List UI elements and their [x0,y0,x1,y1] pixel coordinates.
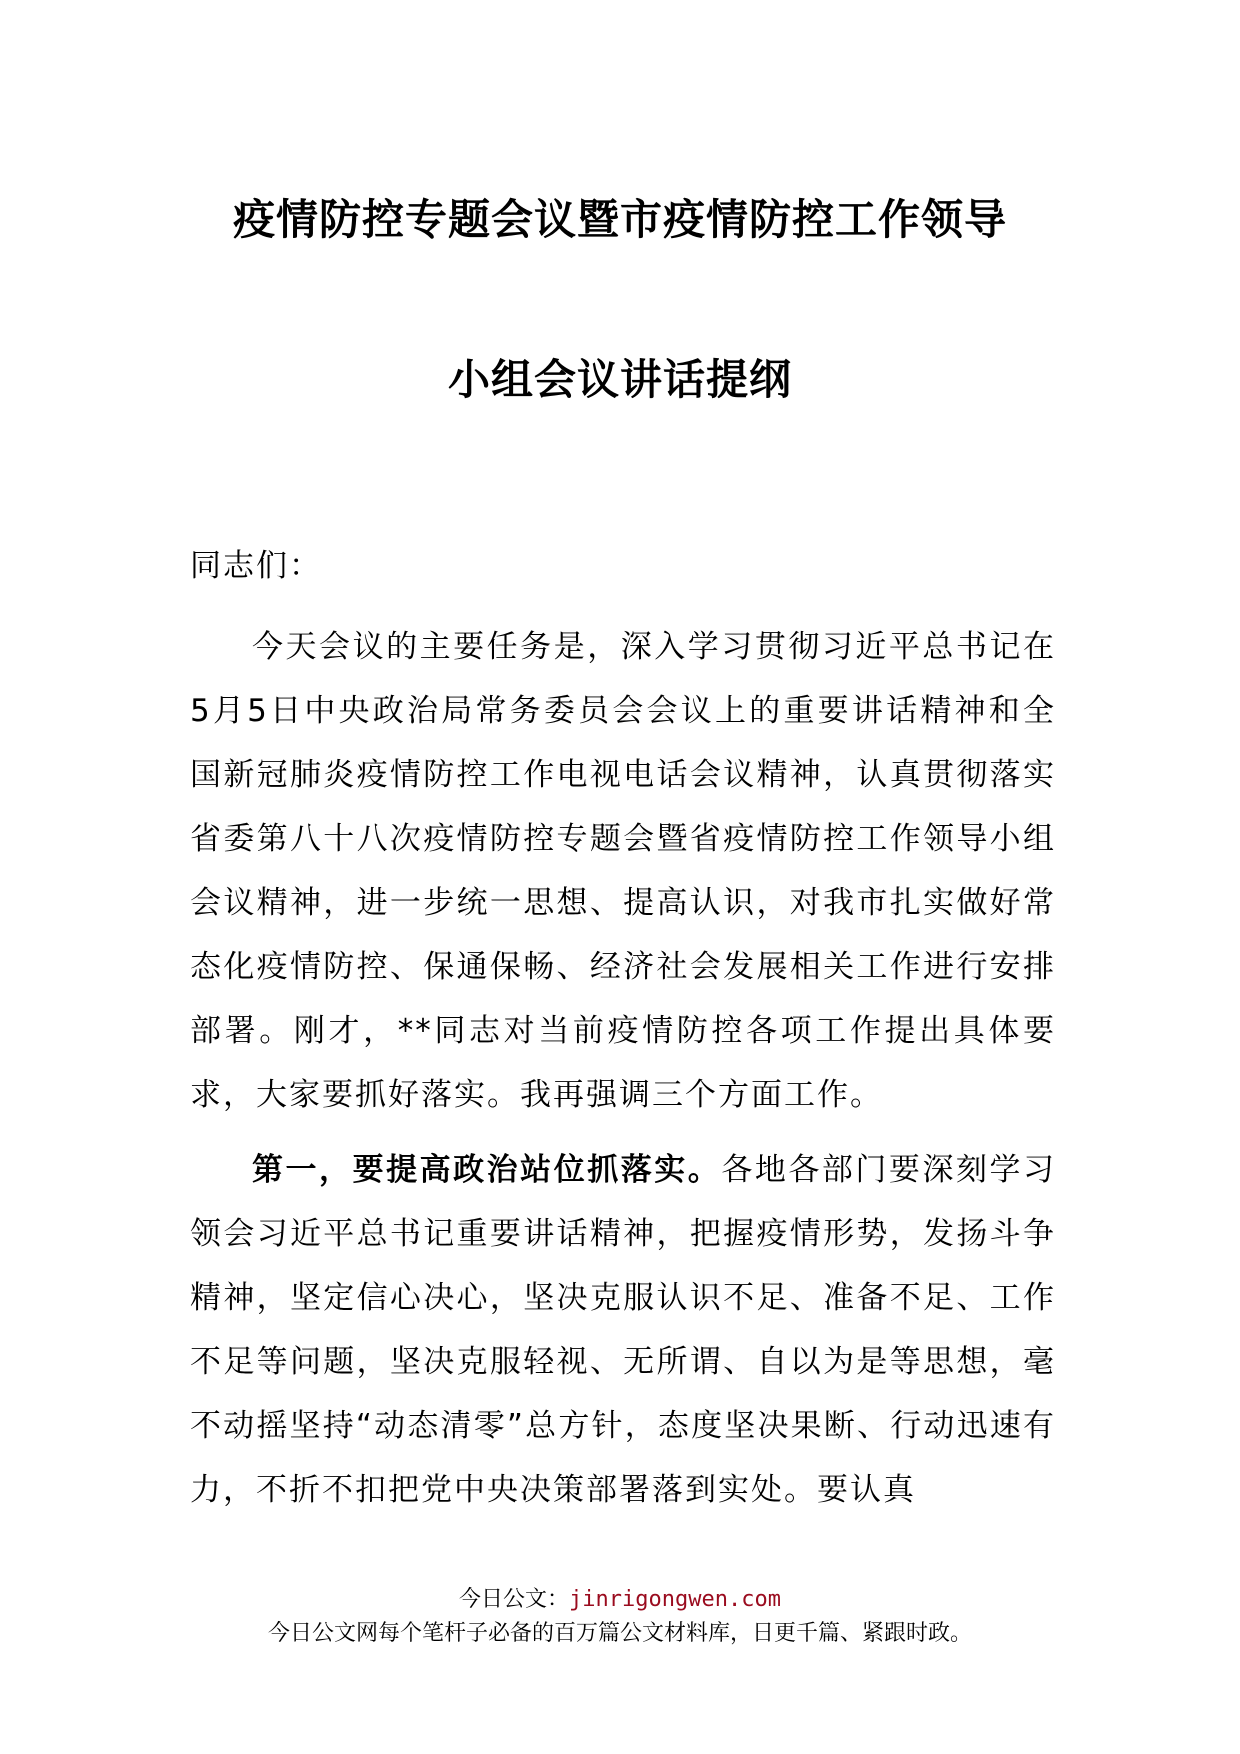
document-title-line-2: 小组会议讲话提纲 [447,355,792,404]
footer-site-label: 今日公文： [459,1587,570,1612]
footer-site [140,1585,1100,1615]
salutation: 同志们： [190,548,322,584]
footer-tagline: 今日公文网每个笔杆子必备的百万篇公文材料库，日更千篇、紧跟时政。 [267,1621,972,1646]
paragraph-intro: 今天会议的主要任务是，深入学习贯彻习近平总书记在5月5日中央政治局常务委员会会议上的重要讲话精神和全国新冠肺炎疫情防控工作电视电话会议精神，认真贯彻落实省委第八十八次疫情防控专题会暨省疫情防控工作领导小组会议精神，进一步统一思想、提高认识，对我市扎实做好常态化疫情防控、保通保畅、经济社会发展相关工作进行安排部署。刚才，**同志对当前疫情防控各项工作提出具体要求，大家要抓好落实。我再强调三个方面工作。 [190,629,1056,1113]
paragraph-first-point [190,1138,1056,1522]
paragraph-first-point-text: 各地各部门要深刻学习领会习近平总书记重要讲话精神，把握疫情形势，发扬斗争精神，坚定信心决心，坚决克服认识不足、准备不足、工作不足等问题，坚决克服轻视、无所谓、自以为是等思想，毫不动摇坚持“动态清零”总方针，态度坚决果断、行动迅速有力，不折不扣把党中央决策部署落到实处。要认真 [190,1152,1057,1508]
document-title-line-1: 疫情防控专题会议暨市疫情防控工作领导 [232,195,1007,244]
paragraph-first-point-heading: 第一，要提高政治站位抓落实。 [252,1152,722,1188]
footer-site-url[interactable]: jinrigongwen.com [569,1587,781,1612]
